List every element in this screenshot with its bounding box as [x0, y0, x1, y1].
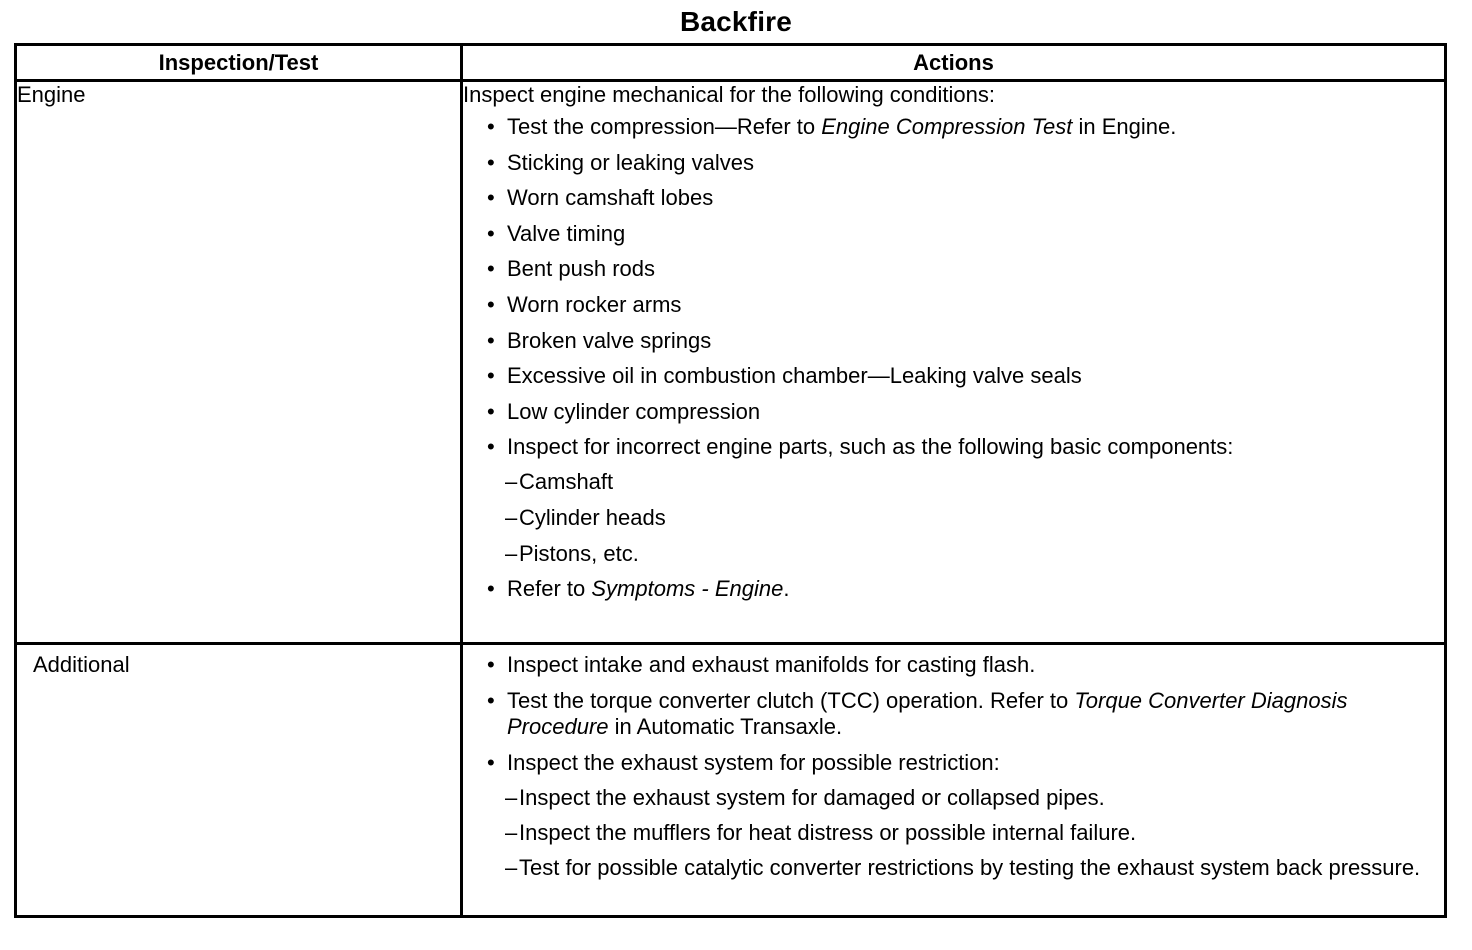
dash-icon: – — [505, 540, 518, 566]
list-item: • Bent push rods — [487, 256, 655, 282]
list-item: • Test the torque converter clutch (TCC) operation. Refer to Torque Converter Diagnosis Procedure in Automatic Transaxle. — [487, 688, 1348, 739]
bullet-icon: • — [487, 688, 495, 713]
exhaust-sublist — [495, 785, 1444, 881]
sub-list-item: – Inspect the mufflers for heat distress or possible internal failure. — [505, 820, 1137, 845]
bullet-icon: • — [487, 398, 495, 424]
dash-icon: – — [505, 820, 518, 845]
list-item: • Worn rocker arms — [487, 291, 682, 317]
list-item: • Valve timing — [487, 220, 626, 246]
bullet-icon: • — [487, 220, 495, 246]
bullet-icon: • — [487, 149, 495, 175]
bullet-icon: • — [487, 434, 495, 460]
table-row-engine — [16, 81, 1446, 644]
list-item: • Inspect for incorrect engine parts, such as the following basic components: – Camshaft – Cylinder heads – Pistons, etc. — [463, 434, 1444, 566]
list-item: • Excessive oil in combustion chamber—Leaking valve seals — [487, 363, 1082, 389]
bullet-icon: • — [487, 256, 495, 282]
bullet-icon: • — [487, 291, 495, 317]
bullet-icon: • — [487, 652, 495, 677]
sub-list-item: – Inspect the exhaust system for damaged or collapsed pipes. — [505, 785, 1105, 810]
sub-list-item: – Cylinder heads — [505, 504, 666, 530]
sub-list-item: – Camshaft — [505, 469, 614, 495]
header-inspection-test: Inspection/Test — [16, 45, 462, 81]
dash-icon: – — [505, 504, 518, 530]
list-item: • Refer to Symptoms - Engine. — [487, 576, 790, 602]
page-title: Backfire — [679, 6, 793, 37]
dash-icon: – — [505, 469, 518, 495]
sub-list-item: – Pistons, etc. — [505, 540, 639, 566]
list-item: • Low cylinder compression — [487, 398, 761, 424]
row-label-additional: Additional — [16, 644, 462, 917]
row-label-engine: Engine — [16, 81, 462, 644]
list-item: • Inspect intake and exhaust manifolds for casting flash. — [487, 652, 1036, 677]
engine-intro-text: Inspect engine mechanical for the following conditions: — [463, 82, 995, 107]
list-item: • Broken valve springs — [487, 327, 712, 353]
list-item: • Worn camshaft lobes — [487, 185, 714, 211]
dash-icon: – — [505, 785, 518, 810]
diagnosis-table — [14, 43, 1447, 918]
bullet-icon: • — [487, 363, 495, 389]
actions-cell-additional — [462, 644, 1446, 917]
table-header-row — [16, 45, 1446, 81]
torque-converter-diagnosis-reference: Torque Converter Diagnosis Procedure — [507, 688, 1348, 739]
engine-condition-list — [463, 114, 1444, 602]
additional-action-list — [463, 652, 1444, 881]
bullet-icon: • — [487, 750, 495, 775]
list-item: • Sticking or leaking valves — [487, 149, 755, 175]
sub-list-item: – Test for possible catalytic converter restrictions by testing the exhaust system back pressure. — [505, 855, 1421, 880]
bullet-icon: • — [487, 185, 495, 211]
bullet-icon: • — [487, 114, 495, 139]
table-row-additional — [16, 644, 1446, 917]
dash-icon: – — [505, 855, 518, 880]
list-item: • Inspect the exhaust system for possible restriction: – Inspect the exhaust system for damaged or collapsed pipes. – Inspect the mufflers for heat distress or possible internal failure. – Test for possible catalytic converter restrictions by testing the exhaust system back pressure. — [463, 750, 1444, 881]
symptoms-engine-reference: Symptoms - Engine — [591, 576, 784, 602]
bullet-icon: • — [487, 327, 495, 353]
actions-cell-engine — [462, 81, 1446, 644]
engine-parts-sublist — [495, 469, 1444, 566]
header-actions: Actions — [462, 45, 1446, 81]
engine-compression-test-reference: Engine Compression Test — [821, 114, 1073, 139]
list-item: • Test the compression—Refer to Engine Compression Test in Engine. — [487, 114, 1177, 139]
bullet-icon: • — [487, 576, 495, 602]
